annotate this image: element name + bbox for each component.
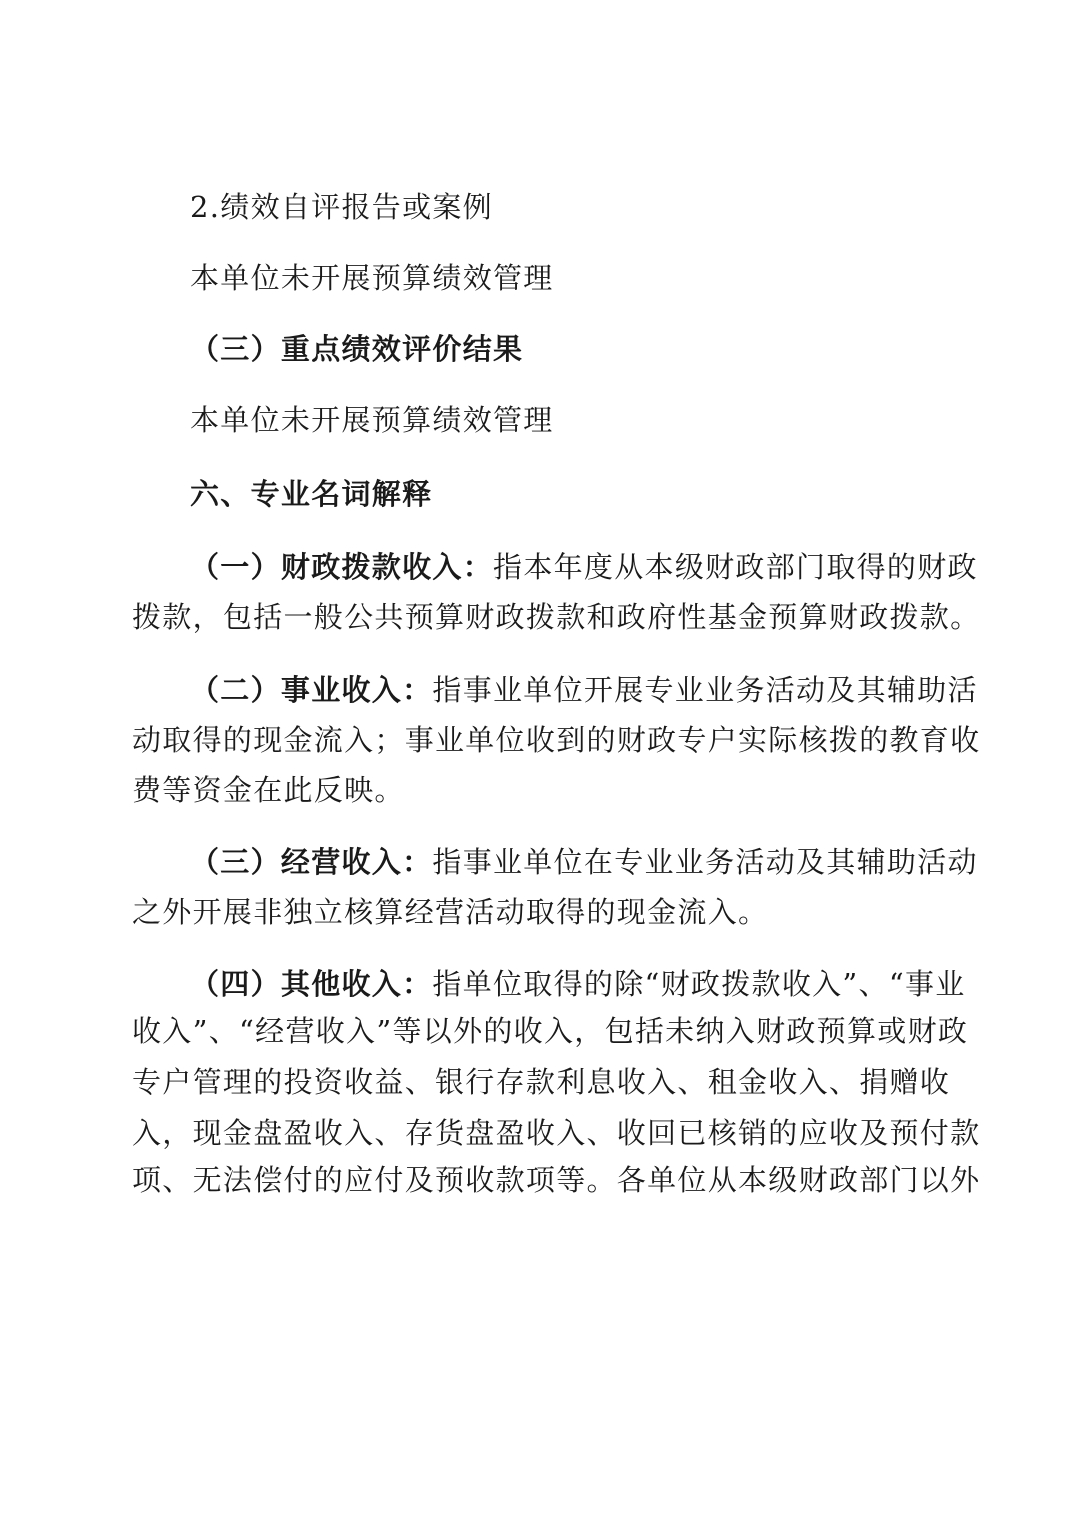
definition-business-income-line-1 bbox=[190, 670, 978, 710]
paragraph-no-performance-management: 本单位未开展预算绩效管理 bbox=[190, 261, 554, 295]
definition-operating-income-line-2: 之外开展非独立核算经营活动取得的现金流入。 bbox=[132, 895, 769, 929]
term-operating-income: （三）经营收入： bbox=[190, 845, 433, 879]
definition-other-income-line-1 bbox=[190, 964, 966, 1004]
definition-business-income-line-2: 动取得的现金流入；事业单位收到的财政专户实际核拨的教育收 bbox=[132, 723, 981, 757]
definition-operating-income-line-1 bbox=[190, 842, 978, 882]
subsection-heading-self-evaluation: 2.绩效自评报告或案例 bbox=[190, 190, 493, 224]
definition-text: 指本年度从本级财政部门取得的财政 bbox=[493, 550, 978, 584]
definition-business-income-line-3: 费等资金在此反映。 bbox=[132, 773, 405, 807]
definition-text: 指事业单位开展专业业务活动及其辅助活 bbox=[432, 673, 978, 707]
definition-other-income-line-2: 收入”、“经营收入”等以外的收入，包括未纳入财政预算或财政 bbox=[132, 1014, 969, 1048]
definition-other-income-line-3: 专户管理的投资收益、银行存款利息收入、租金收入、捐赠收 bbox=[132, 1065, 951, 1099]
definition-text: 指事业单位在专业业务活动及其辅助活动 bbox=[432, 845, 978, 879]
chapter-heading-terminology: 六、专业名词解释 bbox=[190, 477, 433, 511]
term-fiscal-appropriation: （一）财政拨款收入： bbox=[190, 550, 494, 584]
definition-text: 指单位取得的除“财政拨款收入”、“事业 bbox=[432, 967, 966, 1001]
term-other-income: （四）其他收入： bbox=[190, 967, 433, 1001]
definition-fiscal-appropriation-line-1 bbox=[190, 547, 978, 587]
definition-other-income-line-4: 入，现金盘盈收入、存货盘盈收入、收回已核销的应收及预付款 bbox=[132, 1116, 981, 1150]
definition-other-income-line-5: 项、无法偿付的应付及预收款项等。各单位从本级财政部门以外 bbox=[132, 1163, 981, 1197]
term-business-income: （二）事业收入： bbox=[190, 673, 433, 707]
section-heading-key-evaluation: （三）重点绩效评价结果 bbox=[190, 332, 524, 366]
paragraph-no-performance-management-2: 本单位未开展预算绩效管理 bbox=[190, 403, 554, 437]
definition-fiscal-appropriation-line-2: 拨款，包括一般公共预算财政拨款和政府性基金预算财政拨款。 bbox=[132, 600, 981, 634]
